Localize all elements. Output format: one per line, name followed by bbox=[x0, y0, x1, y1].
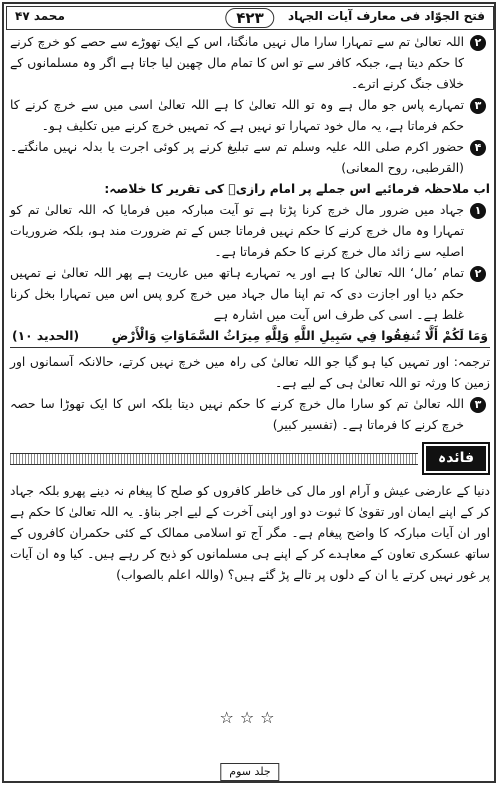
quran-verse bbox=[10, 326, 490, 348]
list-item bbox=[10, 95, 490, 137]
list-item bbox=[10, 200, 490, 263]
item-number: ۳ bbox=[470, 98, 486, 114]
faida-heading-row bbox=[10, 442, 490, 475]
main-content bbox=[10, 32, 490, 586]
list-item bbox=[10, 137, 490, 179]
item-text: تمہارے پاس جو مال ہے وہ تو اللہ تعالیٰ کا ہے اللہ تعالیٰ اسی میں سے خرچ کرنے کا حکم فرماتا ہے، یہ مال خود تمہارا تو نہیں ہے کہ تمہیں خرچ کرنے میں تکلیف ہو۔ bbox=[10, 98, 464, 133]
item-text: اللہ تعالیٰ تم سے تمہارا سارا مال نہیں مانگتا، اس کے ایک تھوڑے سے حصے کو خرچ کرنے کا حکم دیتا ہے، جبکہ کافر سے تو اس کا تمام مال چھین لیا جاتا ہے اگر وہ مسلمانوں کے خلاف جنگ کرنے اترے۔ bbox=[10, 35, 464, 91]
item-number: ۱ bbox=[470, 203, 486, 219]
item-text: جہاد میں ضرور مال خرچ کرنا پڑتا ہے تو آیت مبارکہ میں فرمایا کہ اللہ تعالیٰ تم کو تمہارا وہ مال خرچ کرنے کا حکم نہیں فرماتا جس کے تم ضرورت مند ہو، بلکہ ضروریات اصلیہ سے زائد مال خرچ کرنے کا حکم فرماتا ہے۔ bbox=[10, 203, 464, 259]
volume-label: جلد سوم bbox=[220, 763, 279, 781]
faida-heading: فائدہ bbox=[426, 446, 486, 471]
verse-text: وَمَا لَكُمْ أَلَّا تُنفِقُوا فِي سَبِيلِ اللَّهِ وَلِلَّهِ مِيرَاثُ السَّمَاوَاتِ وَالْأَرْضِ bbox=[111, 329, 488, 343]
faida-badge bbox=[422, 442, 490, 475]
section-divider-stars: ☆☆☆ bbox=[219, 708, 281, 727]
verse-translation: ترجمہ: اور تمہیں کیا ہو گیا جو اللہ تعالیٰ کی راہ میں خرچ نہیں کرتے، حالانکہ آسمانوں اور زمین کا ورثہ تو اللہ تعالیٰ ہی کے لیے ہے۔ bbox=[10, 355, 490, 390]
summary-intro: اب ملاحظہ فرمائیے اس جملے پر امام رازیؒ کی تقریر کا خلاصہ: bbox=[104, 182, 490, 196]
list-item bbox=[10, 394, 490, 436]
list-item bbox=[10, 32, 490, 95]
numbered-list-a bbox=[10, 32, 490, 179]
list-item bbox=[10, 263, 490, 326]
surah-label: محمد ۴۷ bbox=[15, 9, 65, 23]
book-title: فتح الجوّاد فی معارف آیات الجہاد bbox=[287, 9, 485, 23]
item-number: ۴ bbox=[470, 140, 486, 156]
item-text: حضور اکرم صلی اللہ علیہ وسلم تم سے تبلیغ کرنے پر کوئی اجرت یا بدلہ نہیں مانگتے۔ (القرطبی، روح المعانی) bbox=[10, 140, 464, 175]
item-number: ۳ bbox=[470, 397, 486, 413]
decorative-rule bbox=[10, 453, 418, 465]
faida-paragraph: دنیا کے عارضی عیش و آرام اور مال کی خاطر کافروں کو صلح کا پیغام نہ دینے پھرو بلکہ جہاد کر کے اپنے ایمان اور تقویٰ کا ثبوت دو اور اپنی آخرت کے لیے اجر بناؤ۔ یہ اللہ تعالیٰ کا حکم ہے اور ان آیات مبارکہ کا واضح پیغام ہے۔ مگر آج تو اسلامی ممالک کے کئی حکمران کافروں کے ساتھ عسکری تعاون کے معاہدے کر کے اپنے ہی مسلمانوں کو ذبح کر رہے ہیں۔ کیا وہ ان آیات پر غور نہیں کرتے یا ان کے دلوں پر تالے پڑ گئے ہیں؟ (واللہ اعلم بالصواب) bbox=[10, 484, 490, 582]
numbered-list-c bbox=[10, 394, 490, 436]
verse-reference: (الحدید ۱۰) bbox=[12, 329, 80, 343]
item-text: اللہ تعالیٰ تم کو سارا مال خرچ کرنے کا حکم نہیں دیتا بلکہ اس کا ایک تھوڑا سا حصہ خرچ کرنے کا فرماتا ہے۔ (تفسیر کبیر) bbox=[10, 397, 464, 432]
page-number: ۴۲۳ bbox=[225, 8, 274, 28]
item-text: تمام ’مال‘ اللہ تعالیٰ کا ہے اور یہ تمہارے ہاتھ میں عاریت ہے پھر اللہ تعالیٰ نے تمہیں حکم دیا اور اجازت دی کہ تم اپنا مال جہاد میں خرچ کرو پس اس میں تمہارا بخل کرنا غلط ہے۔ اسی کی طرف اس آیت میں اشارہ ہے bbox=[10, 266, 464, 322]
item-number: ۲ bbox=[470, 35, 486, 51]
numbered-list-b bbox=[10, 200, 490, 326]
page-header bbox=[6, 6, 494, 30]
item-number: ۲ bbox=[470, 266, 486, 282]
